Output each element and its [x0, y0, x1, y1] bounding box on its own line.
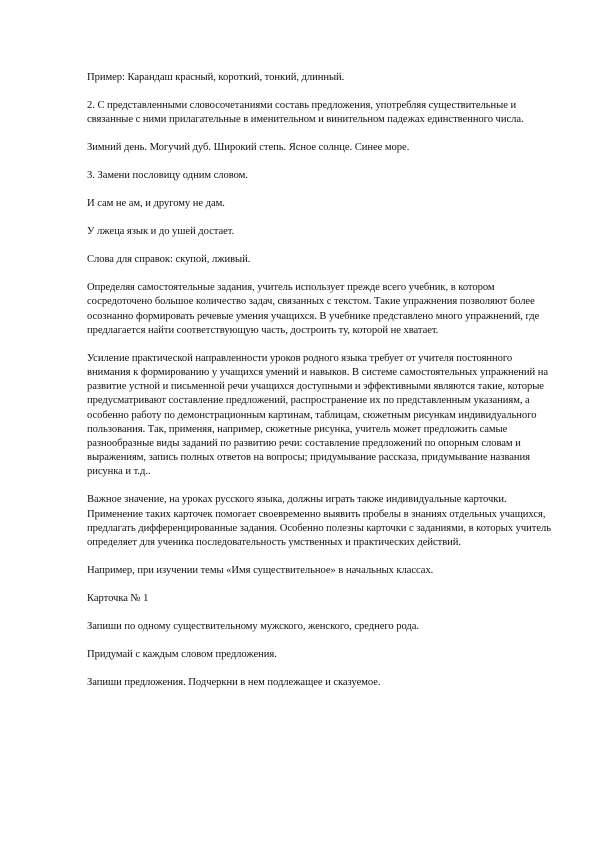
card-task-2: Придумай с каждым словом предложения. — [87, 649, 277, 661]
paragraph-practical: Усиление практической направленности уроков родного языка требует от учителя постоянного внимания к формированию у учащихся умений и навыков. В системе самостоятельных упражнений на развитие устной и письменной речи учащихся доступными и эффективными являются такие, которые предусматривают составление предложений, распространение их по представленным указаниям, а особенно работу по демонстрационным картинам, таблицам, сюжетным рисункам индивидуального пользования. Так, применяя, например, сюжетные рисунка, учитель может предложить самые разнообразные виды заданий по развитию речи: составление предложений по опорным словам и выражениям, запись полных ответов на вопросы; придумывание рассказа, придумывание названия рисунка и т.д.. — [87, 352, 549, 478]
card-task-1: Запиши по одному существительному мужского, женского, среднего рода. — [87, 621, 420, 633]
example-topic: Например, при изучении темы «Имя существительное» в начальных классах. — [87, 565, 434, 577]
paragraph-cards: Важное значение, на уроках русского языка, должны играть также индивидуальные карточки. Применение таких карточек помогает своевременно выявить пробелы в знаниях отдельных учащихся, предлагать дифференцированные задания. Особенно полезны карточки с заданиями, в которых учитель определяет для ученика последовательность умственных и практических действий. — [87, 494, 552, 549]
proverb-1: И сам не ам, и другому не дам. — [87, 198, 225, 210]
proverb-2: У лжеца язык и до ушей достает. — [87, 226, 235, 238]
paragraph-textbook: Определяя самостоятельные задания, учитель использует прежде всего учебник, в котором сосредоточено большое количество задач, связанных с текстом. Такие упражнения позволяют более осознанно формировать речевые умения учащихся. В учебнике представлено много упражнений, где предлагается найти соответствующую часть, достроить ту, которой не хватает. — [87, 282, 540, 336]
task-2-phrases: Зимний день. Могучий дуб. Широкий степь. Ясное солнце. Синее море. — [87, 142, 410, 154]
card-task-3: Запиши предложения. Подчеркни в нем подлежащее и сказуемое. — [87, 677, 381, 689]
card-title: Карточка № 1 — [87, 593, 149, 605]
task-2-instruction: 2. С представленными словосочетаниями составь предложения, употребляя существительные и связанные с ними прилагательные в именительном и винительном падежах единственного числа. — [87, 100, 524, 126]
example-line: Пример: Карандаш красный, короткий, тонкий, длинный. — [87, 72, 345, 83]
document-body — [87, 71, 557, 704]
reference-words: Слова для справок: скупой, лживый. — [87, 254, 251, 266]
task-3-instruction: 3. Замени пословицу одним словом. — [87, 170, 248, 182]
